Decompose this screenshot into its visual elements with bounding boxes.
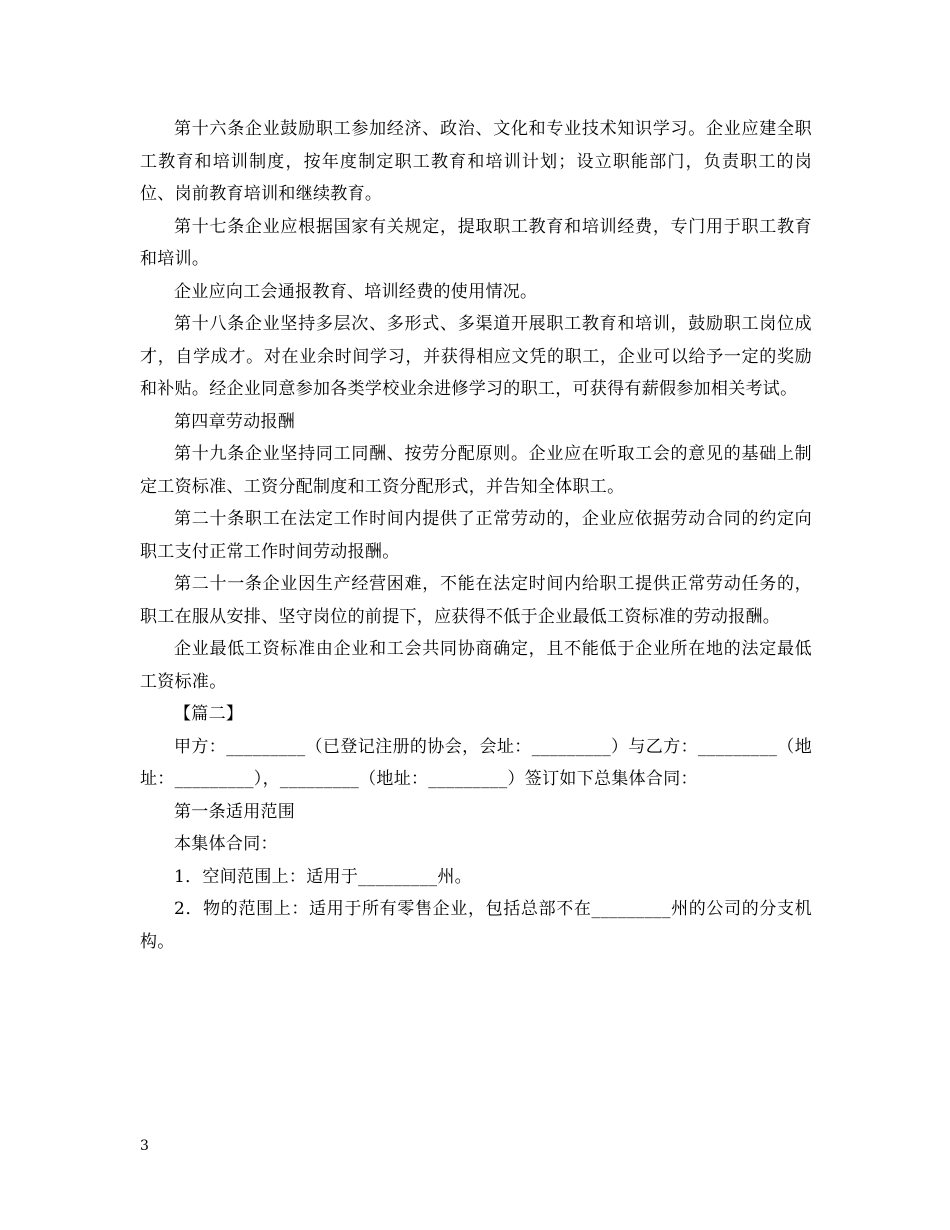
paragraph-article-21: 第二十一条企业因生产经营困难，不能在法定时间内给职工提供正常劳动任务的，职工在服从安排、坚守岗位的前提下，应获得不低于企业最低工资标准的劳动报酬。 [140,574,812,627]
paragraph-minimum-wage: 企业最低工资标准由企业和工会共同协商确定，且不能低于企业所在地的法定最低工资标准。 [140,639,812,692]
document-body [140,113,812,958]
paragraph-article-18: 第十八条企业坚持多层次、多形式、多渠道开展职工教育和培训，鼓励职工岗位成才，自学成才。对在业余时间学习，并获得相应文凭的职工，企业可以给予一定的奖励和补贴。经企业同意参加各类学校业余进修学习的职工，可获得有薪假参加相关考试。 [140,314,812,399]
chapter-heading-labor-remuneration: 第四章劳动报酬 [174,411,296,432]
paragraph-article-19: 第十九条企业坚持同工同酬、按劳分配原则。企业应在听取工会的意见的基础上制定工资标准、工资分配制度和工资分配形式，并告知全体职工。 [140,444,812,497]
page-number: 3 [140,1138,149,1154]
paragraph-parties: 甲方：_________（已登记注册的协会，会址：_________）与乙方：_________（地址：_________），_________（地址：_________）签订如下总集体合同： [140,736,812,789]
paragraph-training-funds-report: 企业应向工会通报教育、培训经费的使用情况。 [174,281,538,302]
paragraph-material-scope: 2．物的范围上：适用于所有零售企业，包括总部不在_________州的公司的分支机构。 [140,899,812,952]
section-heading-part-two: 【篇二】 [174,704,244,724]
paragraph-article-17: 第十七条企业应根据国家有关规定，提取职工教育和培训经费，专门用于职工教育和培训。 [140,216,812,269]
paragraph-spatial-scope: 1．空间范围上：适用于_________州。 [174,866,472,887]
paragraph-article-16: 第十六条企业鼓励职工参加经济、政治、文化和专业技术知识学习。企业应建全职工教育和培训制度，按年度制定职工教育和培训计划；设立职能部门，负责职工的岗位、岗前教育培训和继续教育。 [140,119,812,204]
paragraph-contract-intro: 本集体合同： [174,834,278,854]
paragraph-article-20: 第二十条职工在法定工作时间内提供了正常劳动的，企业应依据劳动合同的约定向职工支付正常工作时间劳动报酬。 [140,509,812,562]
paragraph-article-1-heading: 第一条适用范围 [174,801,296,822]
